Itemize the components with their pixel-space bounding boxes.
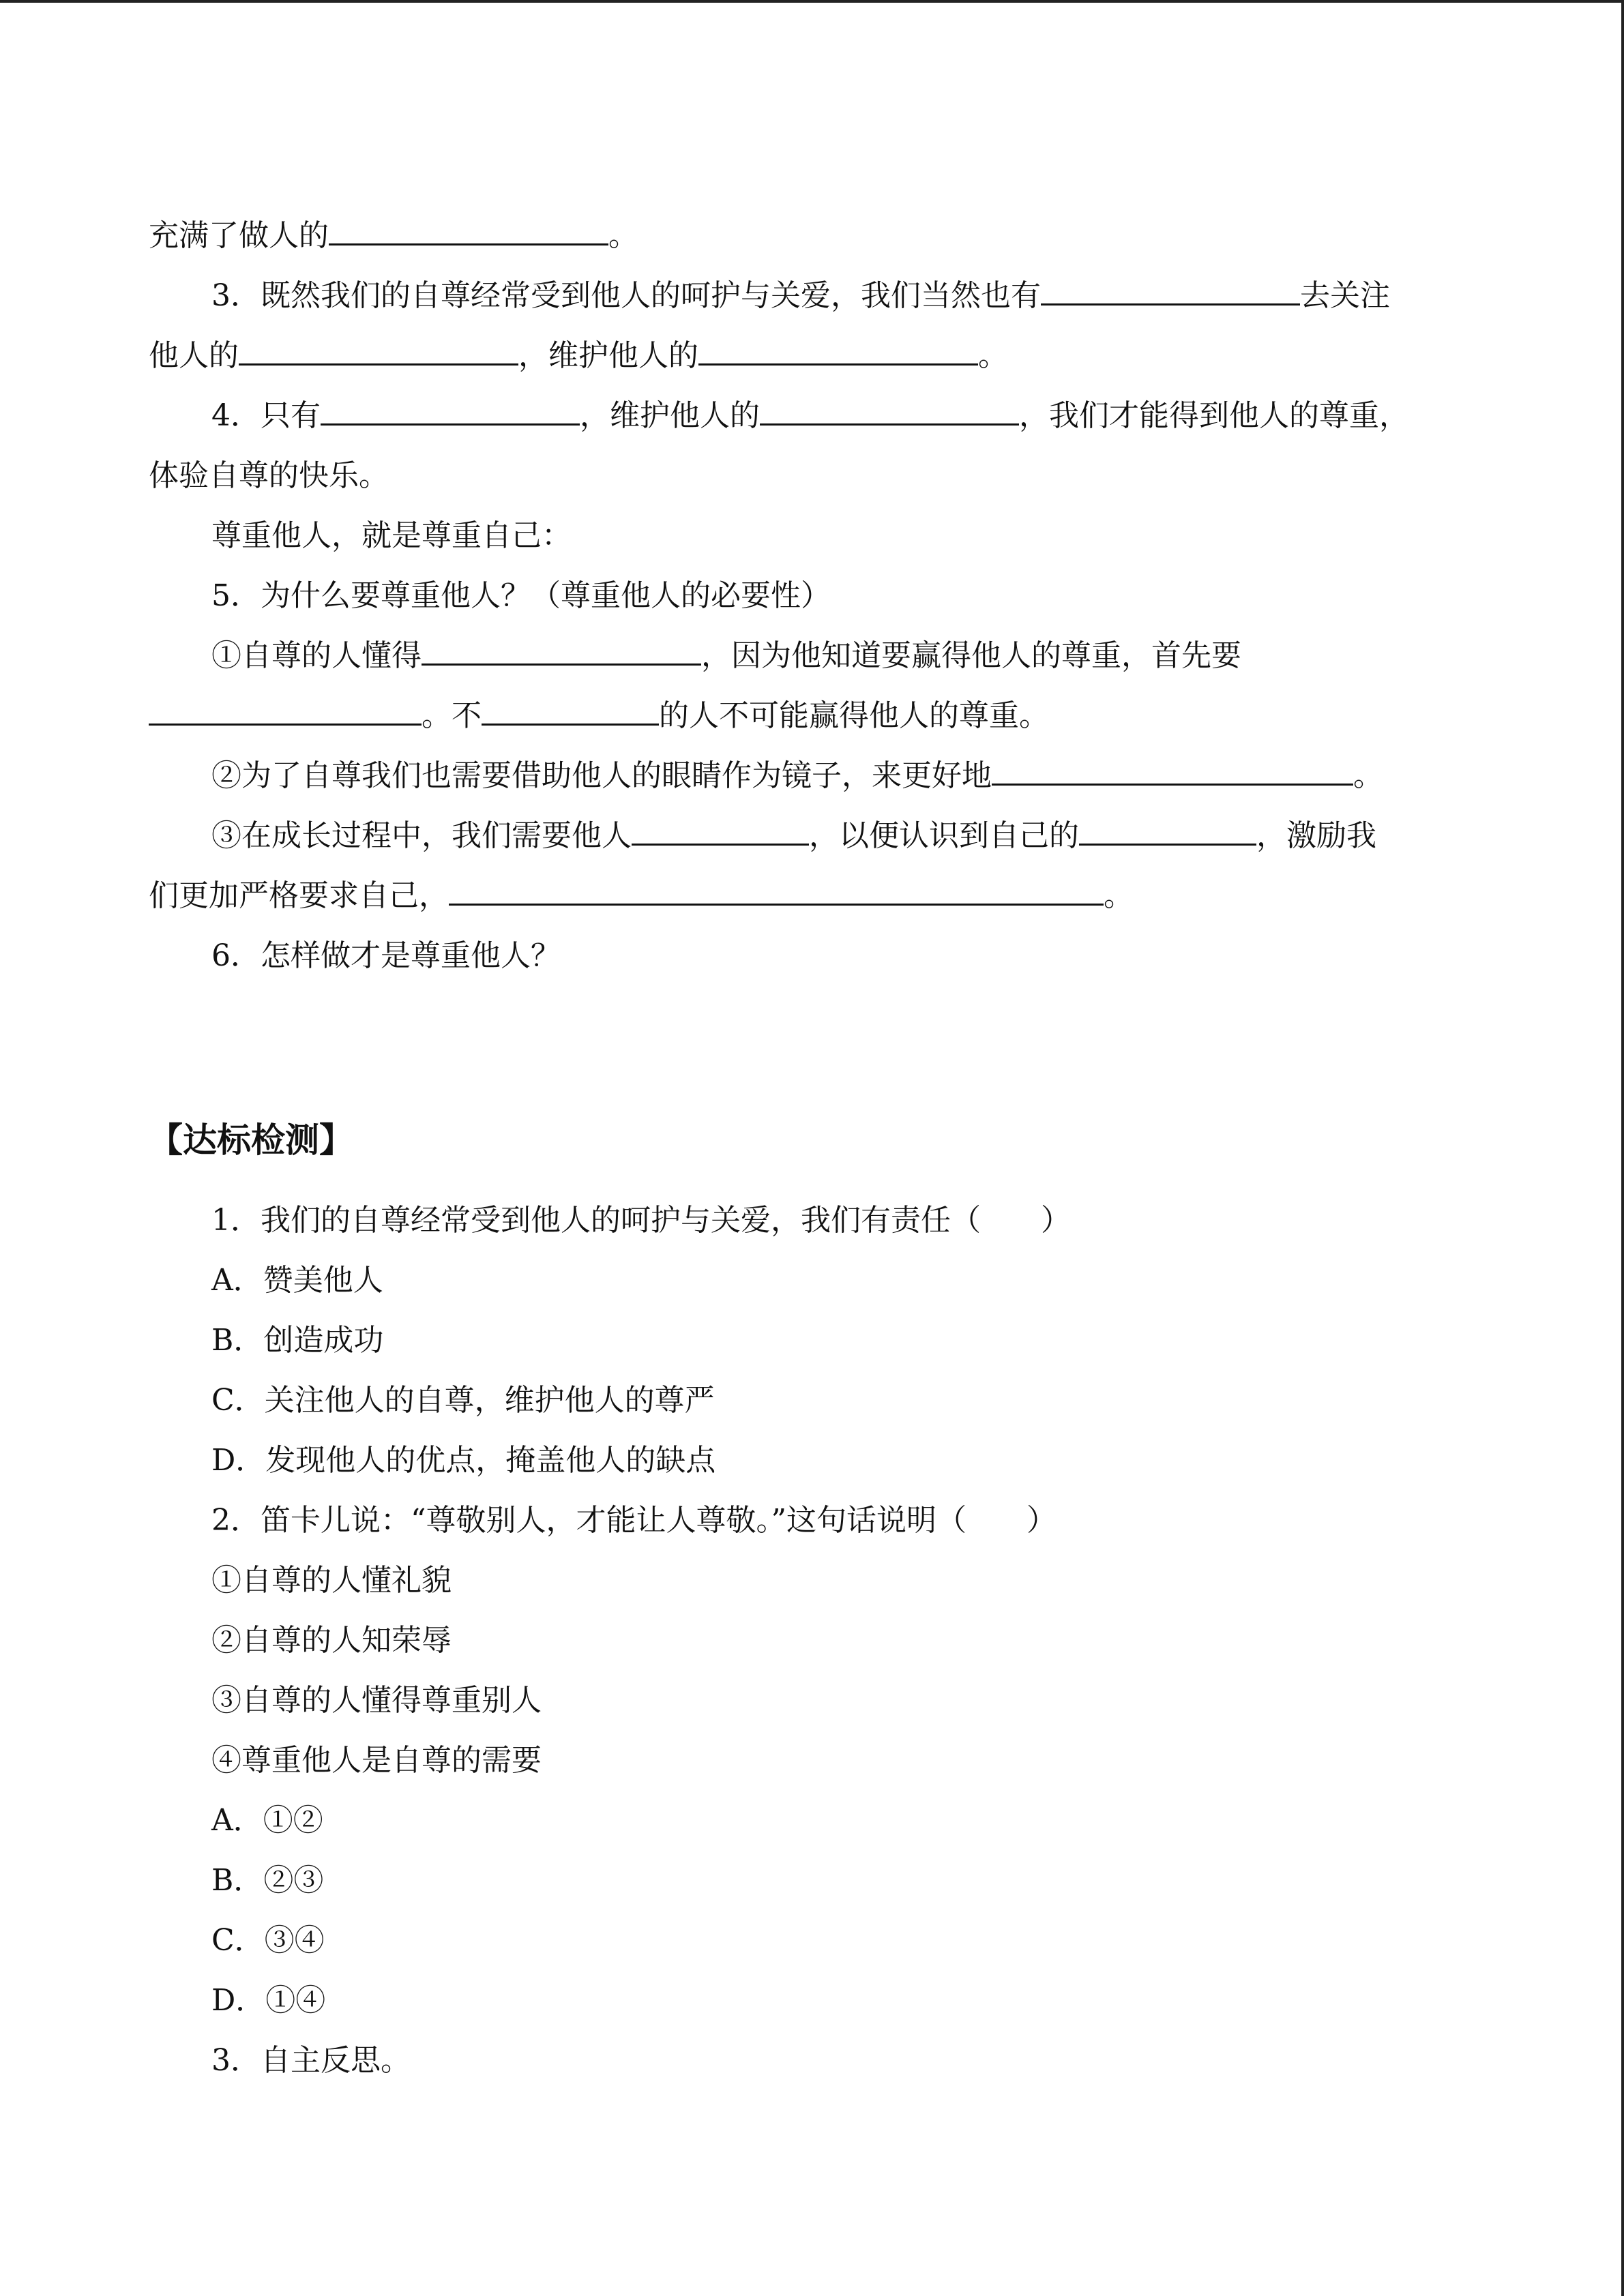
text: C．③④ <box>211 1923 325 1958</box>
blank-field[interactable] <box>632 814 809 846</box>
blank-field[interactable] <box>482 694 659 726</box>
blank-field[interactable] <box>1079 814 1256 846</box>
fill-line-3 <box>0 326 1624 386</box>
test-q2-statement-2 <box>0 1611 1624 1671</box>
text: 4．只有 <box>211 398 321 433</box>
text: ，因为他知道要赢得他人的尊重，首先要 <box>701 638 1241 673</box>
text: 体验自尊的快乐。 <box>149 458 389 493</box>
fill-line-9 <box>0 686 1624 746</box>
text: ，我们才能得到他人的尊重， <box>1019 398 1409 433</box>
test-q1-stem <box>0 1191 1624 1251</box>
question-6 <box>0 926 1624 986</box>
text: 。 <box>608 218 638 253</box>
text: B．②③ <box>211 1863 324 1898</box>
fill-line-8 <box>0 626 1624 686</box>
text: ③在成长过程中，我们需要他人 <box>211 818 632 853</box>
text: C．关注他人的自尊，维护他人的尊严 <box>211 1383 715 1418</box>
blank-field[interactable] <box>760 393 1019 426</box>
blank-field[interactable] <box>698 333 978 366</box>
test-q1-option-c[interactable] <box>0 1371 1624 1431</box>
text: 1．我们的自尊经常受到他人的呵护与关爱，我们有责任（ ） <box>211 1203 1071 1238</box>
test-q1-option-b[interactable] <box>0 1311 1624 1371</box>
text: 2．笛卡儿说：“尊敬别人，才能让人尊敬。”这句话说明（ ） <box>211 1503 1057 1538</box>
text: ①自尊的人懂礼貌 <box>211 1563 452 1598</box>
text: 3．自主反思。 <box>211 2043 411 2078</box>
text: ④尊重他人是自尊的需要 <box>211 1743 542 1778</box>
text: 5．为什么要尊重他人？（尊重他人的必要性） <box>211 578 831 613</box>
text: 。 <box>1104 878 1134 913</box>
subheading <box>0 506 1624 566</box>
fill-line-2 <box>0 266 1624 326</box>
section-heading <box>0 1110 1624 1170</box>
test-q2-statement-4 <box>0 1731 1624 1791</box>
fill-line-12 <box>0 866 1624 926</box>
test-q2-option-a[interactable] <box>0 1791 1624 1851</box>
fill-line-5 <box>0 446 1624 506</box>
text: 尊重他人，就是尊重自己： <box>211 518 572 553</box>
test-q2-option-d[interactable] <box>0 1971 1624 2031</box>
text: ，以便认识到自己的 <box>809 818 1079 853</box>
text: A．赞美他人 <box>211 1263 383 1298</box>
text: 。 <box>978 338 1008 373</box>
text: B．创造成功 <box>211 1323 384 1358</box>
test-q1-option-d[interactable] <box>0 1431 1624 1491</box>
test-q2-option-c[interactable] <box>0 1911 1624 1971</box>
text: 。 <box>1353 758 1383 793</box>
question-5 <box>0 566 1624 626</box>
test-q3-stem <box>0 2031 1624 2091</box>
test-q2-option-b[interactable] <box>0 1851 1624 1911</box>
text: ，维护他人的 <box>580 398 760 433</box>
text: 的人不可能赢得他人的尊重。 <box>659 698 1049 733</box>
text: ，激励我 <box>1256 818 1376 853</box>
text: 充满了做人的 <box>149 218 329 253</box>
blank-field[interactable] <box>239 333 518 366</box>
blank-field[interactable] <box>1041 273 1300 305</box>
text: ①自尊的人懂得 <box>211 638 422 673</box>
blank-field[interactable] <box>422 633 701 666</box>
fill-line-4 <box>0 386 1624 446</box>
fill-line-11 <box>0 806 1624 866</box>
blank-field[interactable] <box>321 393 580 426</box>
text: 6．怎样做才是尊重他人？ <box>211 938 561 973</box>
blank-field[interactable] <box>992 754 1353 786</box>
text: ②自尊的人知荣辱 <box>211 1623 452 1658</box>
blank-field[interactable] <box>449 874 1104 906</box>
text: D．发现他人的优点，掩盖他人的缺点 <box>211 1443 716 1478</box>
blank-field[interactable] <box>329 213 608 245</box>
text: ，维护他人的 <box>518 338 698 373</box>
text: 【达标检测】 <box>149 1120 353 1160</box>
blank-field[interactable] <box>149 694 422 726</box>
text: ③自尊的人懂得尊重别人 <box>211 1683 542 1718</box>
fill-line-10 <box>0 746 1624 806</box>
text: 他人的 <box>149 338 239 373</box>
text: ②为了自尊我们也需要借助他人的眼睛作为镜子，来更好地 <box>211 758 992 793</box>
text: 去关注 <box>1300 278 1390 313</box>
test-q2-statement-1 <box>0 1551 1624 1611</box>
fill-line-1 <box>0 206 1624 266</box>
text: A．①② <box>211 1803 323 1838</box>
text: 3．既然我们的自尊经常受到他人的呵护与关爱，我们当然也有 <box>211 278 1041 313</box>
test-q1-option-a[interactable] <box>0 1251 1624 1311</box>
page-border-top <box>0 0 1624 3</box>
test-q2-stem <box>0 1491 1624 1551</box>
text: 们更加严格要求自己， <box>149 878 449 913</box>
text: D．①④ <box>211 1983 326 2018</box>
test-q2-statement-3 <box>0 1671 1624 1731</box>
text: 。不 <box>422 698 482 733</box>
